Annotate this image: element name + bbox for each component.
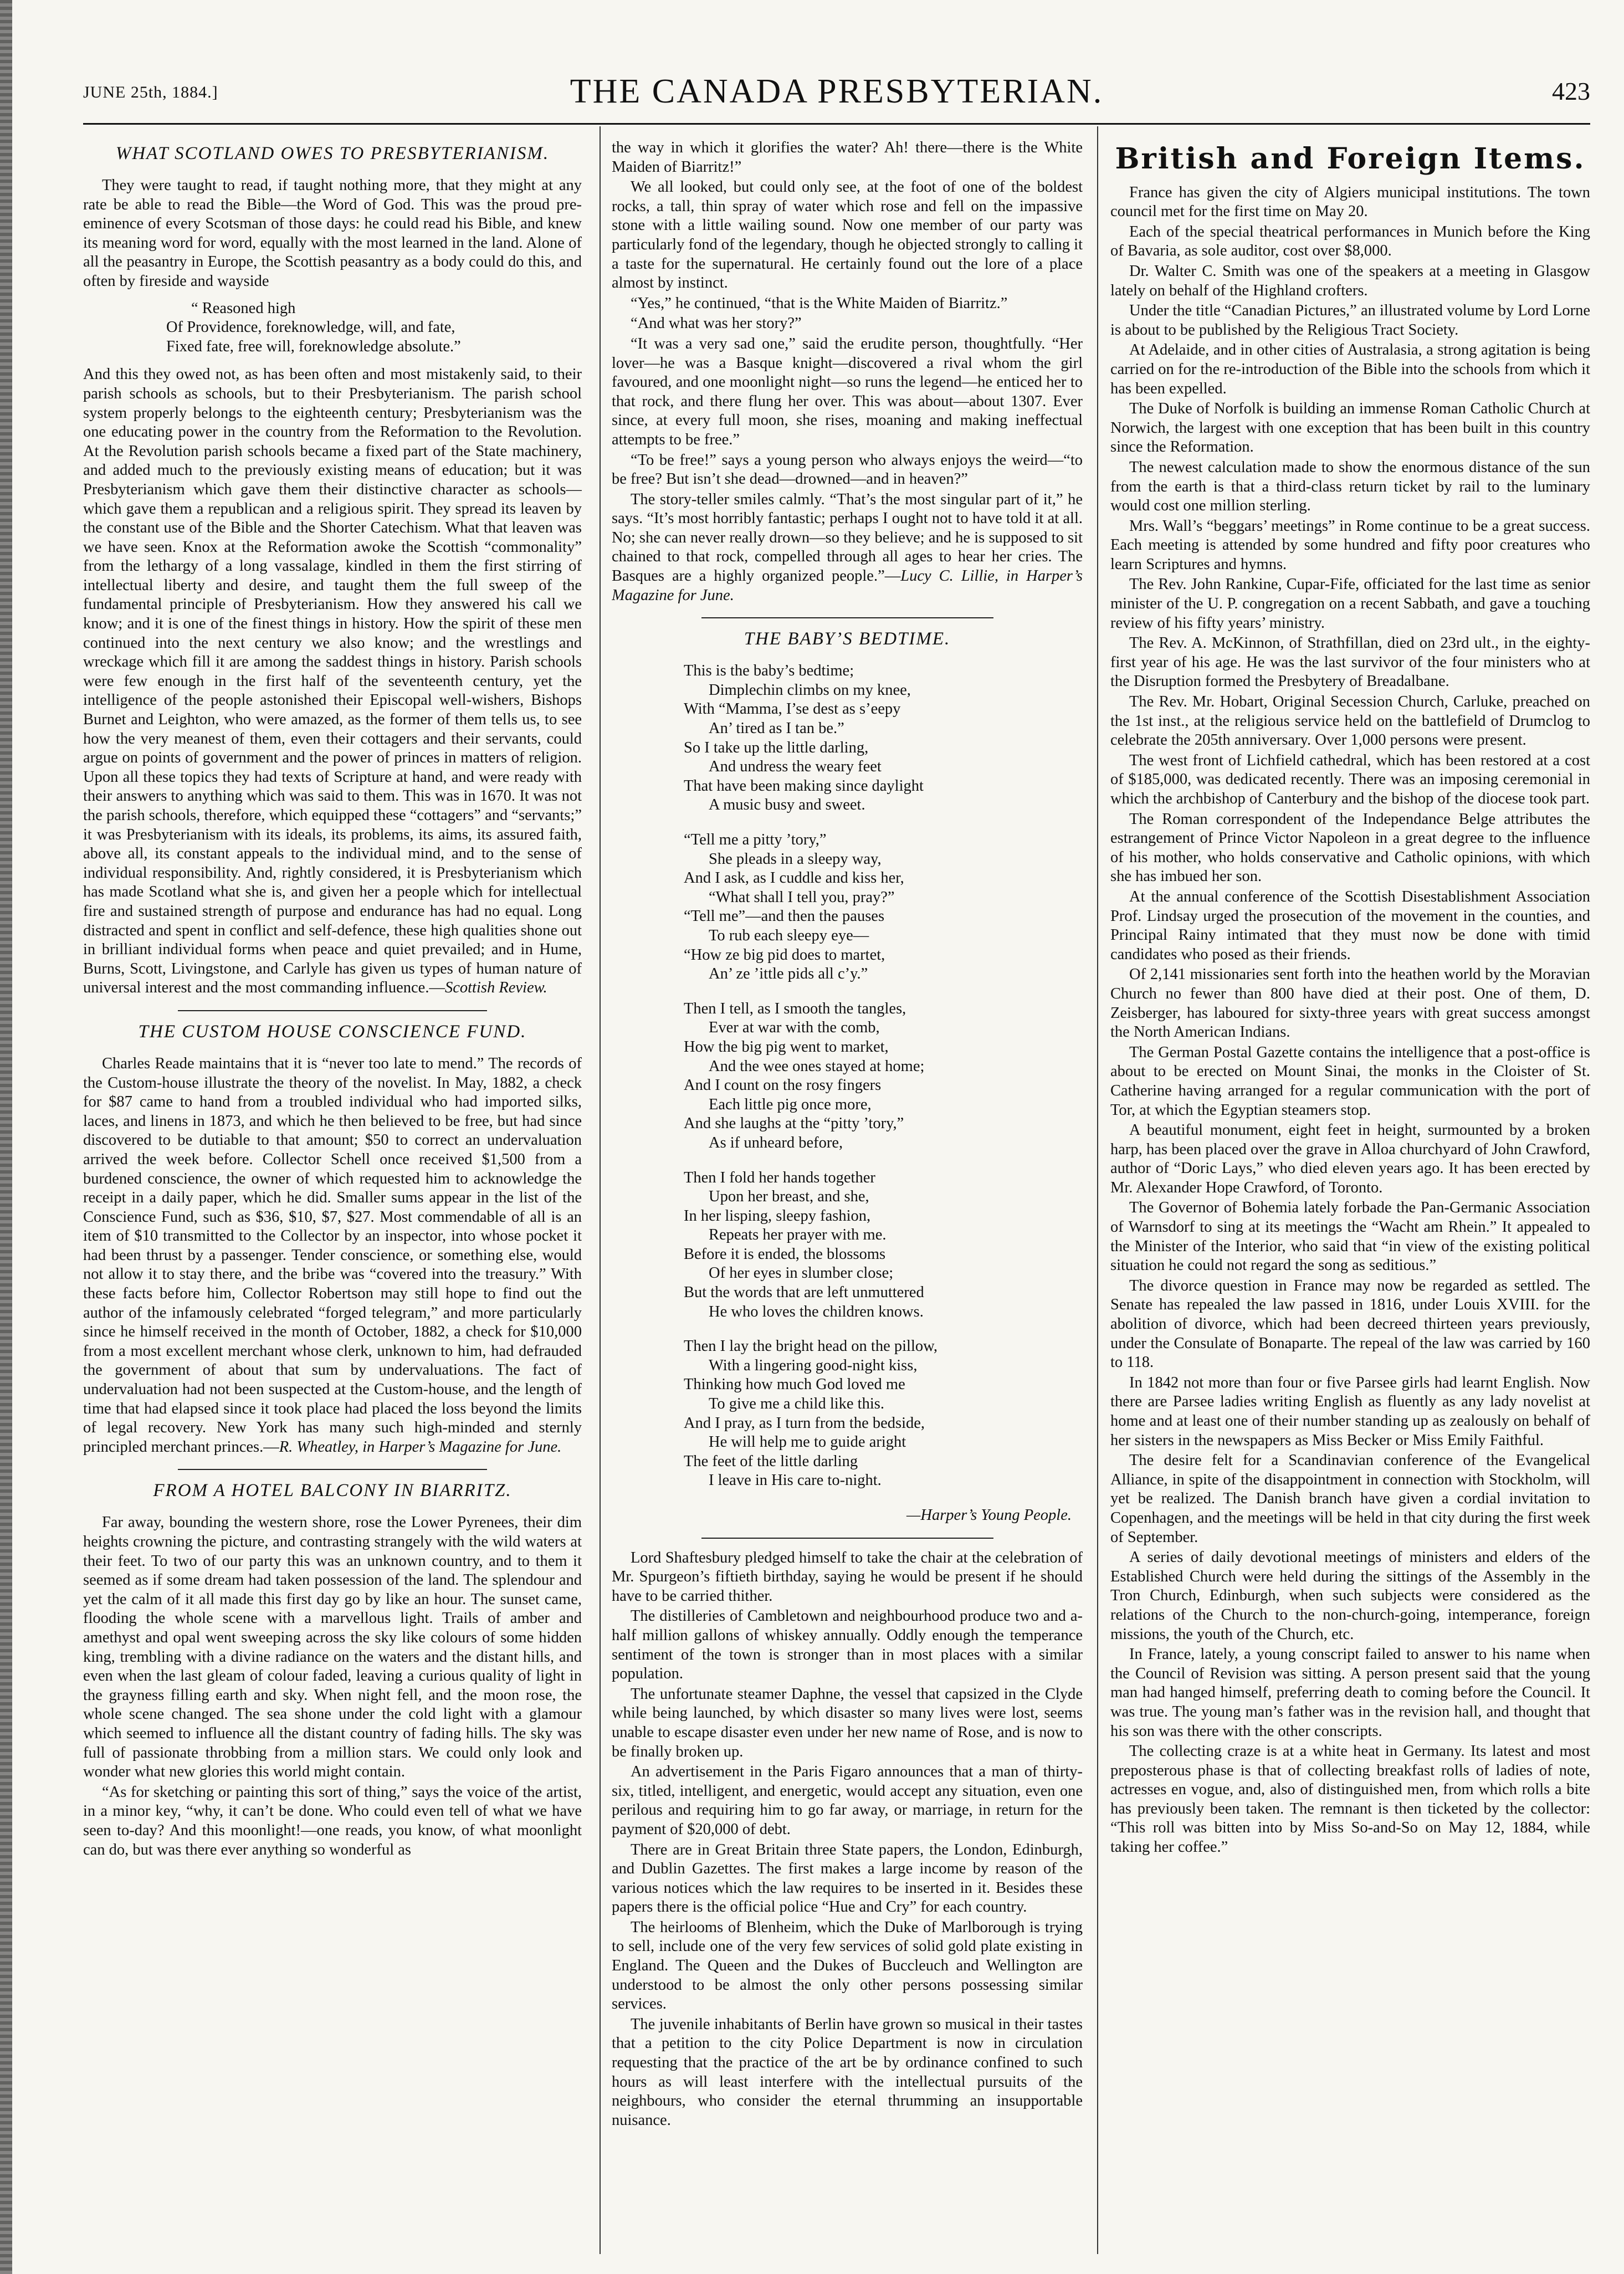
poem-line: He will help me to guide aright: [709, 1433, 906, 1451]
poem-line: Dimplechin climbs on my knee,: [709, 681, 911, 699]
citation: R. Wheatley, in Harper’s Magazine for June.: [279, 1438, 562, 1456]
verse-line: “ Reasoned high: [191, 299, 296, 317]
poem-stanza: [612, 1000, 1083, 1153]
paragraph: The unfortunate steamer Daphne, the vessel that capsized in the Clyde while being launched, by which disaster so many lives were lost, seems unable to escape disaster even under her new name of Rose, and is now to be finally broken up.: [612, 1685, 1083, 1760]
paragraph: An advertisement in the Paris Figaro announces that a man of thirty-six, titled, intelligent, and energetic, would accept any situation, even one perilous and requiring him to go far away, or marriage, in return for the payment of $20,000 of debt.: [612, 1763, 1083, 1838]
citation: Scottish Review.: [444, 979, 547, 997]
news-item: The west front of Lichfield cathedral, which has been restored at a cost of $185,000, was dedicated recently. There was an imposing ceremonial in which the archbishop of Canterbury and the bishop of the diocese took part.: [1110, 751, 1590, 807]
poem-heading: THE BABY’S BEDTIME.: [744, 629, 951, 649]
news-item: A series of daily devotional meetings of ministers and elders of the Established Church were held during the sittings of the Assembly in the Tron Church, Edinburgh, when such subjects were considered as the relations of the Church to the non-church-going, intemperance, foreign missions, the youth of the Church, etc.: [1110, 1549, 1590, 1643]
news-item: In France, lately, a young conscript failed to answer to his name when the Council of Revision was sitting. A person present said that the young man had hanged himself, preferring death to coming before the Council. It was true. The young man’s father was in the revision hall, and thought that his son was there with the other conscripts.: [1110, 1646, 1590, 1740]
paragraph: “To be free!” says a young person who always enjoys the weird—“to be free? But isn’t she dead—drowned—and in heaven?”: [612, 451, 1083, 488]
poem-line: “How ze big pid does to martet,: [684, 946, 885, 964]
poem-line: As if unheard before,: [709, 1134, 843, 1151]
news-item: The Rev. A. McKinnon, of Strathfillan, died on 23rd ult., in the eighty-first year of his age. He was the last survivor of the four ministers who at the Disruption formed the Presbytery of Breadalbane.: [1110, 634, 1590, 690]
news-item: France has given the city of Algiers municipal institutions. The town council met for the first time on May 20.: [1110, 183, 1590, 221]
news-item: The divorce question in France may now be regarded as settled. The Senate has repealed the law passed in 1816, under Louis XVIII. for the abolition of divorce, which had been decreed thirteen years previously, under the Consulate of Bonaparte. The repeal of the law was carried by 160 to 118.: [1110, 1277, 1590, 1371]
paragraph: They were taught to read, if taught nothing more, that they might at any rate be able to read the Bible—the Word of God. This was the proud pre-eminence of every Scotsman of those days: he could read his Bible, and knew its meaning word for word, equally with the most learned in the land. Alone of all the peasantry in Europe, the Scottish peasantry as a body could do this, and often by fireside and wayside: [83, 177, 582, 290]
paragraph: the way in which it glorifies the water? Ah! there—there is the White Maiden of Biarritz!”: [612, 139, 1083, 176]
poem-line: Then I fold her hands together: [684, 1169, 875, 1186]
poem-line: This is the baby’s bedtime;: [684, 662, 854, 680]
poem-line: And the wee ones stayed at home;: [709, 1057, 925, 1075]
poem-line: “What shall I tell you, pray?”: [709, 888, 895, 906]
poem-line: “Tell me a pitty ’tory,”: [684, 831, 827, 848]
poem-line: With “Mamma, I’se dest as s’eepy: [684, 700, 901, 718]
issue-date: JUNE 25th, 1884.]: [83, 83, 218, 101]
poem-line: With a lingering good-night kiss,: [709, 1356, 918, 1374]
article-heading: FROM A HOTEL BALCONY IN BIARRITZ.: [153, 1481, 512, 1501]
paragraph: Lord Shaftesbury pledged himself to take the chair at the celebration of Mr. Spurgeon’s fiftieth birthday, saying he would be present if he should have to be carried thither.: [612, 1549, 1083, 1605]
poem-line: That have been making since daylight: [684, 777, 924, 795]
news-item: At Adelaide, and in other cities of Australasia, a strong agitation is being carried on for the re-introduction of the Bible into the schools from which it has been expelled.: [1110, 341, 1590, 397]
poem-line: An’ ze ’ittle pids all c’y.”: [709, 965, 868, 983]
poem-line: To rub each sleepy eye—: [709, 926, 869, 944]
column-divider-2: [1097, 126, 1098, 2254]
poem-line: So I take up the little darling,: [684, 739, 869, 756]
poem-stanza: [612, 1169, 1083, 1322]
poem-line: Of her eyes in slumber close;: [709, 1264, 894, 1282]
newspaper-title: THE CANADA PRESBYTERIAN.: [570, 73, 1104, 110]
poem-line: And I pray, as I turn from the bedside,: [684, 1414, 925, 1432]
news-item: The Duke of Norfolk is building an immense Roman Catholic Church at Norwich, the largest with one exception that has been built in this country since the Reformation.: [1110, 400, 1590, 456]
article-heading: WHAT SCOTLAND OWES TO PRESBYTERIANISM.: [115, 144, 550, 163]
paragraph: Charles Reade maintains that it is “never too late to mend.” The records of the Custom-house illustrate the theory of the novelist. In May, 1882, a check for $87 came to hand from a troubled individual who had imported silks, laces, and linens in 1873, and which he then believed to be free, but had since discovered to be dutiable to that amount; $50 to correct an undervaluation arrived the week before. Collector Schell once received $1,500 from a burdened conscience, the owner of which requested him to acknowledge the receipt in a daily paper, which he did. Smaller sums appear in the list of the Conscience Fund, such as $36, $10, $7, $27. Most commendable of all is an item of $10 transmitted to the Collector by an inspector, into whose pocket it had been thrust by a passenger. Tender conscience, or something else, would not allow it to stay there, and the bribe was “covered into the treasury.” With these facts before him, Collector Robertson may still hope to find out the author of the infamously celebrated “forged telegram,” and more particularly since he himself received in the month of October, 1882, a check for $10,000 from a most excellent merchant whose clerk, unknown to him, had defrauded the government of about that sum by undervaluations. The fact of undervaluation had not been suspected at the Custom-house, and the length of time that had elapsed since it took place had placed the loss beyond the limits of legal recovery. New York has many such high-minded and sternly principled merchant princes.—R. Wheatley, in Harper’s Magazine for June.: [83, 1054, 582, 1456]
column-3: [1110, 139, 1590, 2255]
citation: Lucy C. Lillie, in Harper’s Magazine for June.: [612, 567, 1083, 604]
verse-quote: [83, 299, 582, 357]
news-item: Each of the special theatrical performances in Munich before the King of Bavaria, as sole auditor, cost over $8,000.: [1110, 223, 1590, 260]
news-item: Of 2,141 missionaries sent forth into the heathen world by the Moravian Church no fewer than 800 have died at their post. One of them, D. Zeisberger, has laboured for sixty-three years with great success amongst the North American Indians.: [1110, 966, 1590, 1041]
paragraph: The juvenile inhabitants of Berlin have grown so musical in their tastes that a petition to the city Police Department is now in circulation requesting that the practice of the art be by ordinance confined to such hours as will least interfere with the intellectual pursuits of the neighbours, who consider the eternal thrumming an insupportable nuisance.: [612, 2015, 1083, 2129]
poem-body: [612, 662, 1083, 1491]
page-number: 423: [1552, 77, 1590, 105]
poem-line: Thinking how much God loved me: [684, 1376, 905, 1394]
section-divider: [701, 617, 993, 618]
news-item: The German Postal Gazette contains the intelligence that a post-office is about to be erected on Mount Sinai, the monks in the Cloister of St. Catherine having arranged for a regular communication with the port of Tor, at which the Egyptian steamers stop.: [1110, 1043, 1590, 1119]
news-item: The newest calculation made to show the enormous distance of the sun from the earth is that a third-class return ticket by rail to the luminary would cost one million sterling.: [1110, 458, 1590, 515]
poem-line: Upon her breast, and she,: [709, 1188, 869, 1206]
poem-line: Repeats her prayer with me.: [709, 1226, 887, 1244]
poem-line: How the big pig went to market,: [684, 1038, 889, 1056]
news-item: Under the title “Canadian Pictures,” an illustrated volume by Lord Lorne is about to be published by the Religious Tract Society.: [1110, 302, 1590, 339]
news-item: A beautiful monument, eight feet in height, surmounted by a broken harp, has been placed over the grave in Alloa churchyard of John Crawford, author of “Doric Lays,” who died eleven years ago. It has been erected by Mr. Alexander Hope Crawford, of Toronto.: [1110, 1121, 1590, 1196]
news-item: In 1842 not more than four or five Parsee girls had learnt English. Now there are Parsee ladies writing English as fluently as any lady novelist at home and at least one of their number standing up as zealously on behalf of her sisters in the newspapers as Miss Becker or Miss Emily Faithful.: [1110, 1374, 1590, 1449]
poem-line: To give me a child like this.: [709, 1395, 884, 1413]
paragraph: There are in Great Britain three State papers, the London, Edinburgh, and Dublin Gazettes. The first makes a large income by reason of the various notices which the law requires to be inserted in it. Besides these papers there is the official police “Hue and Cry” for each country.: [612, 1841, 1083, 1916]
poem-line: She pleads in a sleepy way,: [709, 850, 882, 868]
poem-line: An’ tired as I tan be.”: [709, 720, 844, 737]
poem-line: Each little pig once more,: [709, 1095, 872, 1113]
verse-line: Of Providence, foreknowledge, will, and fate,: [166, 319, 455, 336]
poem-line: In her lisping, sleepy fashion,: [684, 1207, 871, 1225]
header-rule: [83, 123, 1590, 125]
poem-line: Ever at war with the comb,: [709, 1019, 880, 1037]
poem-line: A music busy and sweet.: [709, 796, 865, 814]
page-header: [83, 66, 1590, 116]
section-divider: [178, 1010, 487, 1011]
verse-line: Fixed fate, free will, foreknowledge absolute.”: [166, 337, 461, 355]
news-item: The Roman correspondent of the Independance Belge attributes the estrangement of Prince Victor Napoleon in a great degree to the influence of his mother, who holds conservative and Catholic opinions, with which she has imbued her son.: [1110, 810, 1590, 885]
paragraph: We all looked, but could only see, at the foot of one of the boldest rocks, a tall, thin spray of water which rose and fell on the impassive stone with a little wailing sound. Now one member of our party was particularly fond of the legendary, though he objected strongly to calling it a taste for the supernatural. He certainly found out the lore of a place almost by instinct.: [612, 178, 1083, 292]
news-item: The Governor of Bohemia lately forbade the Pan-Germanic Association of Warnsdorf to sing at its meetings the “Wacht am Rhein.” It appealed to the Minister of the Interior, who said that “in view of the existing political situation he could not regard the song as seditious.”: [1110, 1199, 1590, 1274]
poem-line: Then I tell, as I smooth the tangles,: [684, 1000, 906, 1017]
paragraph: The story-teller smiles calmly. “That’s the most singular part of it,” he says. “It’s most horribly fantastic; perhaps I ought not to have told it at all. No; she can never really drown—so they believe; and he is supposed to sit chained to that rock, compelled through all ages to hear her cries. The Basques are a highly organized people.”—Lucy C. Lillie, in Harper’s Magazine for June.: [612, 490, 1083, 604]
paragraph: The heirlooms of Blenheim, which the Duke of Marlborough is trying to sell, include one of the very few services of solid gold plate existing in England. The Queen and the Dukes of Buccleuch and Wellington are understood to be almost the only other persons possessing similar services.: [612, 1918, 1083, 2013]
poem-stanza: [612, 831, 1083, 984]
poem-line: And she laughs at the “pitty ’tory,”: [684, 1115, 904, 1133]
poem-line: And I count on the rosy fingers: [684, 1077, 882, 1094]
section-heading: British and Foreign Items.: [1115, 142, 1586, 176]
paragraph: And this they owed not, as has been often and most mistakenly said, to their parish schools as schools, but to their Presbyterianism. The parish school system properly belongs to the eighteenth century; Presbyterianism was the one educating power in the country from the Reformation to the Revolution. At the Revolution parish schools became a fixed part of the State machinery, and added much to the previously existing means of education; but it was Presbyterianism which gave them their distinctive character as schools—which gave them a republican and a religious spirit. They spread its leaven by the constant use of the Bible and the Shorter Catechism. What that leaven was we have seen. Knox at the Reformation awoke the Scottish “commonality” from the lethargy of a long vassalage, kindled in them the first stirring of intellectual liberty and desire, and taught them the full sweep of the fundamental principle of Presbyterianism. How they answered his call we know; and it is one of the finest things in history. How the spirit of these men continued into the next century we also know; and the wrestlings and wreckage which fill it are among the saddest things in history. Parish schools were few enough in the first half of the seventeenth century, yet the intelligence of the people astonished their Episcopal well-wishers, Bishops Burnet and Leighton, who were amazed, as the former of them tells us, to see how the very meanest of them, even their cottagers and their servants, could argue on points of government and the power of princes in matters of religion. Upon all these topics they had texts of Scripture at hand, and were ready with their answers to anything which was said to them. This was in 1670. It was not the parish schools, therefore, which equipped these “cottagers” and “servants;” it was Presbyterianism with its ideals, its problems, its aims, its assured faith, above all, its constant appeals to the individual mind, and to the sense of individual responsibility. And, rightly considered, it is Presbyterianism which has made Scotland what she is, and given her a people which for intellectual fire and sustained strength of purpose and endurance has had no equal. Long distracted and spent in conflict and self-defence, these high qualities shone out in brilliant individual forms when peace and quiet prevailed; and in Hume, Burns, Scott, Livingstone, and Carlyle has given us types of human nature of universal interest and the most commanding influence.—Scottish Review.: [83, 366, 582, 997]
paragraph: “It was a very sad one,” said the erudite person, thoughtfully. “Her lover—he was a Basque knight—discovered a rival whom the girl favoured, and one moonlight night—so runs the legend—he enticed her to that rock, and there flung her over. This was about—about 1307. Ever since, at every full moon, she rises, moaning and making ineffectual attempts to be free.”: [612, 335, 1083, 448]
news-item: Dr. Walter C. Smith was one of the speakers at a meeting in Glasgow lately on behalf of the Highland crofters.: [1110, 262, 1590, 299]
column-1: [83, 139, 582, 2255]
paragraph: “And what was her story?”: [631, 315, 802, 332]
poem-line: “Tell me”—and then the pauses: [684, 908, 885, 925]
paragraph: “As for sketching or painting this sort of thing,” says the voice of the artist, in a minor key, “why, it can’t be done. Who could even tell of what we have seen to-day? And this moonlight!—one reads, you know, of what moonlight can do, but was there ever anything so wonderful as: [83, 1783, 582, 1858]
news-item: The collecting craze is at a white heat in Germany. Its latest and most preposterous phase is that of collecting breakfast rolls of ladies of note, actresses en vogue, and, also of distinguished men, from which rolls a bite has previously been taken. The remnant is then ticketed by the collector: “This roll was bitten into by Miss So-and-So on May 12, 1884, while taking her coffee.”: [1110, 1743, 1590, 1856]
section-divider: [178, 1469, 487, 1470]
poem-line: I leave in His care to-night.: [709, 1472, 882, 1489]
poem-stanza: [612, 1337, 1083, 1491]
poem-line: The feet of the little darling: [684, 1452, 858, 1470]
poem-line: But the words that are left unmuttered: [684, 1284, 924, 1302]
news-item: The Rev. John Rankine, Cupar-Fife, officiated for the last time as senior minister of the U. P. congregation on a recent Sabbath, and gave a touching review of his fifty years’ ministry.: [1110, 576, 1590, 632]
paragraph: Far away, bounding the western shore, rose the Lower Pyrenees, their dim heights crowning the picture, and contrasting strangely with the wild waters at their feet. To two of our party this was an unknown country, and to them it seemed as if some dream had taken possession of the land. The splendour and yet the calm of it all made this first day go by like an hour. The sunset came, flooding the whole scene with a marvellous light. Trails of amber and amethyst and opal went sweeping across the sky like colours of some hidden king, trembling with a divine radiance on the waters and the distant hills, and even when the last gleam of colour faded, leaving a curious quality of light in the grayness filling earth and sky. When night fell, and the moon rose, the whole scene changed. The sea shone under the cold light with a glamour which seemed to influence all the distant country of fading hills. The sky was full of passionate throbbing from a million stars. We could only look and wonder what new glories this world might contain.: [83, 1514, 582, 1781]
news-item: The desire felt for a Scandinavian conference of the Evangelical Alliance, in spite of the disappointment in connection with Stockholm, will yet be realized. The Danish branch have given a cordial invitation to Copenhagen, and the meetings will be held in that city during the first week of September.: [1110, 1452, 1590, 1546]
paragraph: The distilleries of Cambletown and neighbourhood produce two and a-half million gallons of whiskey annually. Oddly enough the temperance sentiment of the town is stronger than in most places with a similar population.: [612, 1607, 1083, 1683]
column-divider-1: [600, 126, 601, 2254]
poem-line: And I ask, as I cuddle and kiss her,: [684, 869, 904, 887]
column-2: [612, 139, 1083, 2255]
news-item: At the annual conference of the Scottish Disestablishment Association Prof. Lindsay urged the prosecution of the movement in the counties, and Principal Rainy intimated that they must now be done with timid candidates who posed as their friends.: [1110, 888, 1590, 963]
poem-line: And undress the weary feet: [709, 758, 882, 776]
section-divider: [701, 1538, 993, 1539]
page-binding-edge: [0, 0, 12, 2274]
paragraph: “Yes,” he continued, “that is the White Maiden of Biarritz.”: [631, 294, 1008, 312]
poem-citation: —Harper’s Young People.: [906, 1507, 1072, 1524]
poem-stanza: [612, 662, 1083, 815]
news-item: The Rev. Mr. Hobart, Original Secession Church, Carluke, preached on the 1st inst., at the religious service held on the battlefield of Drumclog to celebrate the 205th anniversary. Over 1,000 persons were present.: [1110, 693, 1590, 749]
news-item: Mrs. Wall’s “beggars’ meetings” in Rome continue to be a great success. Each meeting is attended by some hundred and fifty poor creatures who learn Scriptures and hymns.: [1110, 517, 1590, 573]
poem-line: Before it is ended, the blossoms: [684, 1245, 886, 1263]
poem-line: He who loves the children knows.: [709, 1303, 924, 1320]
article-heading: THE CUSTOM HOUSE CONSCIENCE FUND.: [138, 1021, 527, 1042]
poem-line: Then I lay the bright head on the pillow,: [684, 1338, 937, 1355]
